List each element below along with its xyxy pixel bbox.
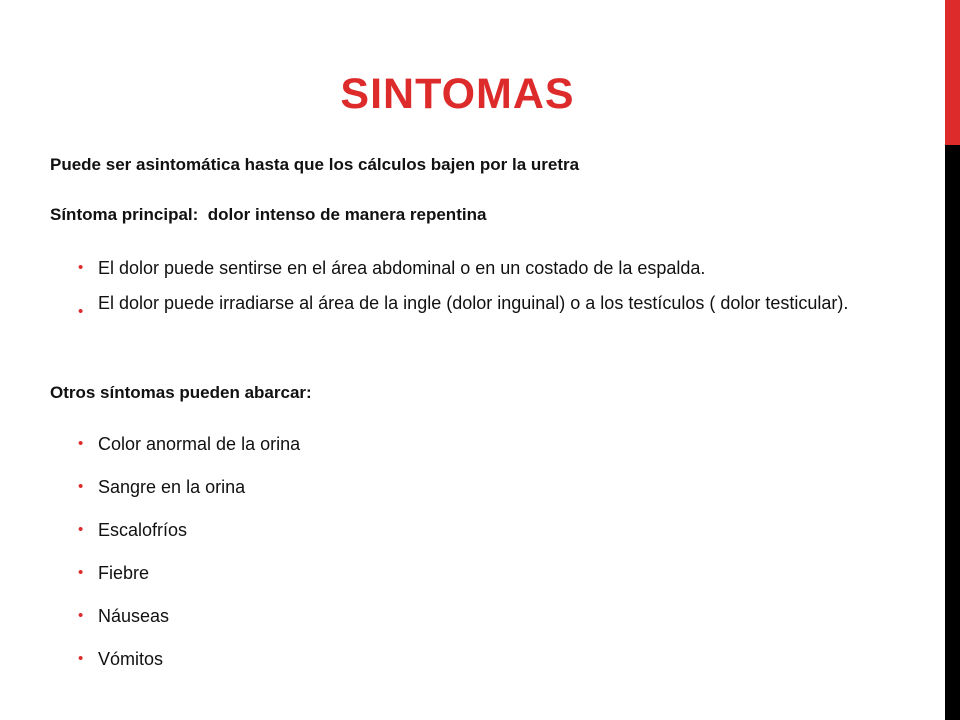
symptom-text: Escalofríos xyxy=(98,520,188,540)
bullet-icon: • xyxy=(78,259,84,276)
pain-item-text: El dolor puede irradiarse al área de la ingle (dolor inguinal) o a los testículos ( dolor testicular). xyxy=(98,293,849,313)
slide-title: SINTOMAS xyxy=(340,70,575,118)
bullet-icon: • xyxy=(78,564,84,581)
list-item xyxy=(78,648,898,670)
pain-item-text: El dolor puede sentirse en el área abdominal o en un costado de la espalda. xyxy=(98,258,706,278)
pain-list xyxy=(78,257,898,336)
list-item xyxy=(78,476,898,498)
main-symptom-label: Síntoma principal: xyxy=(50,205,199,224)
symptom-text: Fiebre xyxy=(98,563,150,583)
list-item xyxy=(78,283,898,323)
bullet-icon: • xyxy=(78,607,84,624)
main-symptom-line xyxy=(50,204,486,226)
list-item xyxy=(78,433,898,455)
list-item xyxy=(78,562,898,584)
list-item xyxy=(78,257,898,279)
symptom-text: Sangre en la orina xyxy=(98,477,246,497)
other-symptoms-list xyxy=(78,433,898,691)
intro-text: Puede ser asintomática hasta que los cálculos bajen por la uretra xyxy=(50,155,580,174)
symptom-text: Color anormal de la orina xyxy=(98,434,301,454)
main-symptom-text: dolor intenso de manera repentina xyxy=(207,205,487,224)
accent-bar-red xyxy=(945,0,960,145)
accent-bar-black xyxy=(945,145,960,720)
list-item xyxy=(78,519,898,541)
bullet-icon: • xyxy=(78,521,84,538)
bullet-icon: • xyxy=(78,478,84,495)
bullet-icon: • xyxy=(78,650,84,667)
list-item xyxy=(78,605,898,627)
symptom-text: Vómitos xyxy=(98,649,164,669)
symptom-text: Náuseas xyxy=(98,606,170,626)
bullet-icon: • xyxy=(78,303,84,320)
other-symptoms-heading: Otros síntomas pueden abarcar: xyxy=(50,383,312,402)
bullet-icon: • xyxy=(78,435,84,452)
